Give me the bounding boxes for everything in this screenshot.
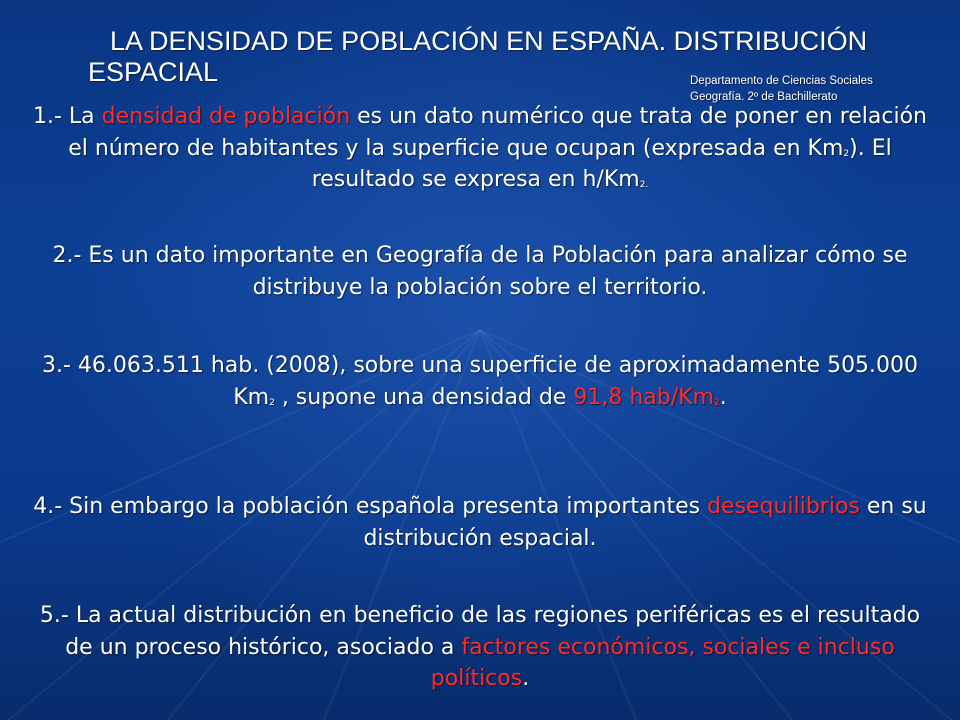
point-3-text: 3.- 46.063.511 hab. (2008), sobre una superficie de aproximadamente 505.000 Km bbox=[41, 353, 919, 410]
point-5 bbox=[30, 600, 930, 695]
point-1-subscript-2: 2. bbox=[639, 180, 649, 190]
point-5-highlight: factores económicos, sociales e incluso políticos bbox=[430, 634, 895, 691]
point-2-text: 2.- Es un dato importante en Geografía de la Población para analizar cómo se distribuye la población sobre el territorio. bbox=[52, 243, 908, 300]
point-2 bbox=[30, 240, 930, 303]
point-3-text-2: , supone una densidad de bbox=[274, 384, 574, 410]
point-3-highlight: 91,8 hab/Km bbox=[573, 384, 715, 410]
point-1 bbox=[30, 101, 930, 196]
point-4-text-2: en su distribución espacial. bbox=[363, 494, 927, 551]
point-4-text: 4.- Sin embargo la población española presenta importantes bbox=[33, 494, 708, 519]
credit-department: Departamento de Ciencias Sociales bbox=[690, 75, 873, 87]
point-3-text-3: . bbox=[719, 384, 727, 410]
point-3-subscript-2: 2 bbox=[714, 397, 720, 408]
title-line-1: LA DENSIDAD DE POBLACIÓN EN ESPAÑA. DISTRIBUCIÓN bbox=[110, 26, 868, 56]
point-4-highlight: desequilibrios bbox=[707, 494, 860, 519]
point-5-text: 5.- La actual distribución en beneficio de las regiones periféricas es el resultado de un proceso histórico, asociado a bbox=[39, 603, 921, 660]
point-4 bbox=[30, 491, 930, 554]
point-1-text-3: ). El resultado se expresa en h/Km bbox=[311, 135, 892, 192]
point-1-subscript: 2 bbox=[843, 148, 850, 159]
point-3-subscript: 2 bbox=[269, 397, 275, 408]
title-line-2: ESPACIAL bbox=[88, 57, 219, 87]
credit-course: Geografía. 2º de Bachillerato bbox=[690, 91, 838, 103]
point-1-highlight: densidad de población bbox=[101, 104, 351, 129]
point-3 bbox=[30, 350, 930, 413]
point-1-text-2: es un dato numérico que trata de poner en relación el número de habitantes y la superficie que ocupan (expresada en Km bbox=[68, 104, 928, 161]
point-5-text-2: . bbox=[522, 666, 530, 691]
point-1-text: 1.- La bbox=[32, 104, 102, 129]
